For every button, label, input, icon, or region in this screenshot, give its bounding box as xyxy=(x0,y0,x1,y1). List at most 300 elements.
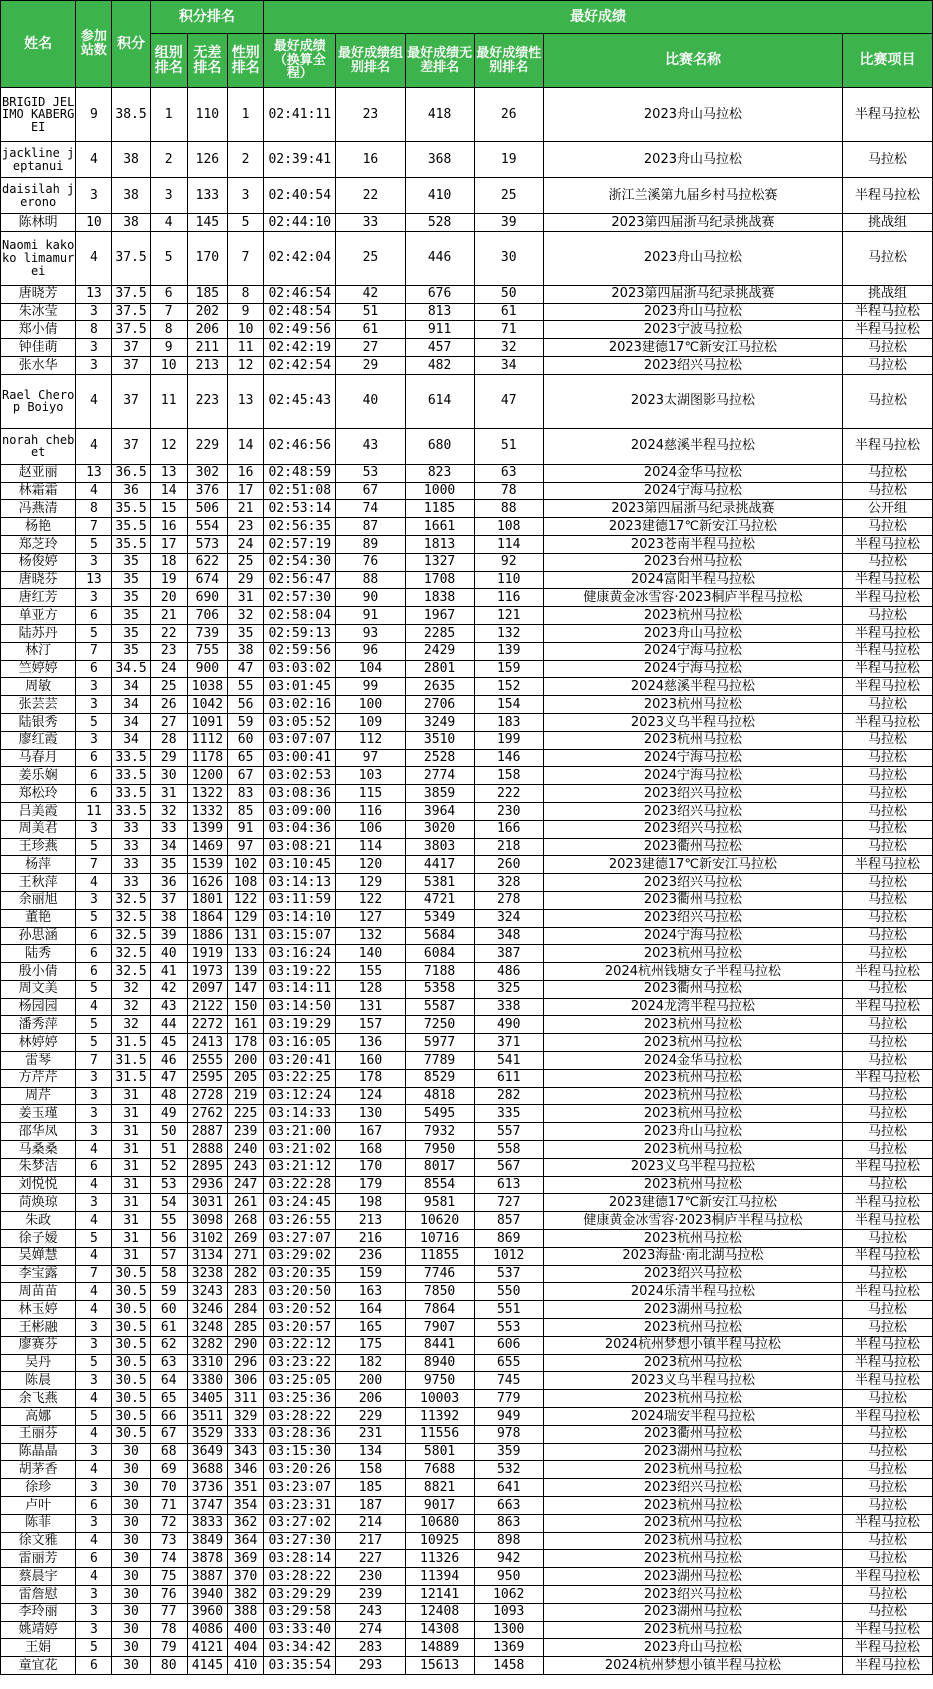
cell-best-rank-gender: 558 xyxy=(474,1141,543,1159)
cell-event: 半程马拉松 xyxy=(843,1336,933,1354)
cell-points: 33.5 xyxy=(112,802,150,820)
cell-event: 马拉松 xyxy=(843,339,933,357)
cell-stations: 13 xyxy=(76,285,112,303)
cell-rank-group: 43 xyxy=(150,998,187,1016)
cell-points: 31 xyxy=(112,1141,150,1159)
cell-best-rank-group: 236 xyxy=(336,1247,405,1265)
cell-best-time: 03:15:30 xyxy=(264,1443,336,1461)
cell-best-rank-overall: 8554 xyxy=(405,1176,474,1194)
cell-best-rank-overall: 5349 xyxy=(405,909,474,927)
cell-best-rank-overall: 7746 xyxy=(405,1265,474,1283)
cell-best-time: 02:53:14 xyxy=(264,500,336,518)
cell-best-time: 03:21:02 xyxy=(264,1141,336,1159)
cell-race-name: 2023杭州马拉松 xyxy=(543,1461,842,1479)
cell-rank-group: 45 xyxy=(150,1034,187,1052)
header-rank-overall: 无差排名 xyxy=(187,34,227,88)
cell-best-rank-overall: 2528 xyxy=(405,749,474,767)
table-row xyxy=(1,1123,933,1141)
cell-best-rank-group: 198 xyxy=(336,1194,405,1212)
cell-best-rank-gender: 114 xyxy=(474,535,543,553)
table-row xyxy=(1,642,933,660)
cell-race-name: 2023绍兴马拉松 xyxy=(543,909,842,927)
cell-event: 马拉松 xyxy=(843,1497,933,1515)
cell-best-time: 03:05:52 xyxy=(264,713,336,731)
cell-best-rank-gender: 32 xyxy=(474,339,543,357)
cell-stations: 4 xyxy=(76,1247,112,1265)
cell-best-rank-gender: 34 xyxy=(474,356,543,374)
cell-rank-overall: 3098 xyxy=(187,1212,227,1230)
cell-rank-gender: 261 xyxy=(228,1194,264,1212)
cell-rank-group: 25 xyxy=(150,678,187,696)
cell-race-name: 2023杭州马拉松 xyxy=(543,1497,842,1515)
header-best-group: 最好成绩 xyxy=(264,1,933,34)
cell-name: 王丽芬 xyxy=(1,1425,76,1443)
cell-name: BRIGID JELIMO KABERGEI xyxy=(1,88,76,142)
cell-stations: 3 xyxy=(76,1603,112,1621)
cell-best-rank-group: 122 xyxy=(336,891,405,909)
cell-best-rank-overall: 9750 xyxy=(405,1372,474,1390)
cell-name: 马桑桑 xyxy=(1,1141,76,1159)
cell-rank-overall: 302 xyxy=(187,464,227,482)
cell-name: 唐晓芳 xyxy=(1,285,76,303)
cell-best-rank-overall: 1000 xyxy=(405,482,474,500)
cell-rank-group: 80 xyxy=(150,1657,187,1675)
cell-best-rank-gender: 1093 xyxy=(474,1603,543,1621)
cell-best-rank-overall: 2774 xyxy=(405,767,474,785)
cell-event: 马拉松 xyxy=(843,909,933,927)
cell-rank-overall: 3243 xyxy=(187,1283,227,1301)
cell-race-name: 2023绍兴马拉松 xyxy=(543,785,842,803)
cell-stations: 3 xyxy=(76,589,112,607)
cell-name: 杨萍 xyxy=(1,856,76,874)
cell-event: 半程马拉松 xyxy=(843,88,933,142)
cell-rank-group: 9 xyxy=(150,339,187,357)
cell-best-rank-overall: 3964 xyxy=(405,802,474,820)
cell-rank-gender: 410 xyxy=(228,1657,264,1675)
cell-best-rank-overall: 1838 xyxy=(405,589,474,607)
cell-best-rank-group: 106 xyxy=(336,820,405,838)
cell-points: 38 xyxy=(112,178,150,214)
cell-best-rank-gender: 166 xyxy=(474,820,543,838)
cell-best-time: 03:22:25 xyxy=(264,1069,336,1087)
cell-event: 半程马拉松 xyxy=(843,178,933,214)
cell-best-time: 03:29:29 xyxy=(264,1585,336,1603)
cell-race-name: 2023湖州马拉松 xyxy=(543,1301,842,1319)
cell-rank-overall: 3878 xyxy=(187,1550,227,1568)
cell-event: 半程马拉松 xyxy=(843,678,933,696)
header-ranking-group: 积分排名 xyxy=(150,1,264,34)
cell-race-name: 2023湖州马拉松 xyxy=(543,1443,842,1461)
cell-best-rank-overall: 10925 xyxy=(405,1532,474,1550)
table-row xyxy=(1,1621,933,1639)
cell-event: 马拉松 xyxy=(843,1319,933,1337)
cell-name: 杨艳 xyxy=(1,518,76,536)
cell-name: 陈晶晶 xyxy=(1,1443,76,1461)
cell-best-rank-gender: 663 xyxy=(474,1497,543,1515)
cell-best-time: 03:19:22 xyxy=(264,963,336,981)
cell-best-rank-group: 91 xyxy=(336,607,405,625)
cell-rank-group: 56 xyxy=(150,1230,187,1248)
table-row xyxy=(1,142,933,178)
cell-rank-overall: 3960 xyxy=(187,1603,227,1621)
table-row xyxy=(1,874,933,892)
cell-rank-gender: 5 xyxy=(228,214,264,232)
cell-points: 37.5 xyxy=(112,231,150,285)
cell-best-rank-overall: 12408 xyxy=(405,1603,474,1621)
table-row xyxy=(1,1372,933,1390)
cell-best-rank-group: 134 xyxy=(336,1443,405,1461)
cell-best-time: 03:04:36 xyxy=(264,820,336,838)
cell-stations: 3 xyxy=(76,1514,112,1532)
cell-rank-group: 36 xyxy=(150,874,187,892)
cell-rank-overall: 2728 xyxy=(187,1087,227,1105)
cell-rank-gender: 1 xyxy=(228,88,264,142)
table-row xyxy=(1,1408,933,1426)
cell-stations: 5 xyxy=(76,713,112,731)
cell-best-time: 03:15:07 xyxy=(264,927,336,945)
cell-name: 王秋萍 xyxy=(1,874,76,892)
cell-points: 30 xyxy=(112,1443,150,1461)
cell-best-rank-gender: 551 xyxy=(474,1301,543,1319)
cell-points: 37.5 xyxy=(112,303,150,321)
cell-best-rank-gender: 63 xyxy=(474,464,543,482)
cell-race-name: 2023义乌半程马拉松 xyxy=(543,713,842,731)
cell-best-rank-group: 74 xyxy=(336,500,405,518)
cell-best-time: 03:09:00 xyxy=(264,802,336,820)
cell-best-time: 03:26:55 xyxy=(264,1212,336,1230)
cell-best-rank-group: 213 xyxy=(336,1212,405,1230)
cell-rank-gender: 60 xyxy=(228,731,264,749)
cell-best-time: 03:20:57 xyxy=(264,1319,336,1337)
cell-rank-group: 75 xyxy=(150,1568,187,1586)
cell-stations: 3 xyxy=(76,1372,112,1390)
cell-rank-group: 26 xyxy=(150,696,187,714)
cell-rank-group: 58 xyxy=(150,1265,187,1283)
cell-stations: 3 xyxy=(76,303,112,321)
cell-rank-group: 5 xyxy=(150,231,187,285)
cell-name: 冯燕清 xyxy=(1,500,76,518)
cell-rank-gender: 346 xyxy=(228,1461,264,1479)
cell-best-rank-gender: 222 xyxy=(474,785,543,803)
cell-name: 马春月 xyxy=(1,749,76,767)
cell-best-time: 03:02:16 xyxy=(264,696,336,714)
cell-best-rank-gender: 325 xyxy=(474,980,543,998)
cell-best-rank-group: 109 xyxy=(336,713,405,731)
cell-best-rank-gender: 745 xyxy=(474,1372,543,1390)
cell-stations: 4 xyxy=(76,998,112,1016)
cell-points: 31 xyxy=(112,1212,150,1230)
cell-best-rank-overall: 614 xyxy=(405,374,474,428)
cell-rank-gender: 150 xyxy=(228,998,264,1016)
cell-event: 马拉松 xyxy=(843,1603,933,1621)
cell-rank-gender: 102 xyxy=(228,856,264,874)
cell-rank-group: 72 xyxy=(150,1514,187,1532)
cell-name: 雷琴 xyxy=(1,1052,76,1070)
cell-best-rank-gender: 282 xyxy=(474,1087,543,1105)
cell-best-time: 02:58:04 xyxy=(264,607,336,625)
cell-stations: 6 xyxy=(76,785,112,803)
cell-best-rank-group: 168 xyxy=(336,1141,405,1159)
cell-rank-overall: 213 xyxy=(187,356,227,374)
cell-best-rank-overall: 823 xyxy=(405,464,474,482)
cell-rank-overall: 2097 xyxy=(187,980,227,998)
cell-stations: 4 xyxy=(76,428,112,464)
cell-best-rank-gender: 26 xyxy=(474,88,543,142)
cell-stations: 5 xyxy=(76,1230,112,1248)
header-best-rank-group: 最好成绩组别排名 xyxy=(336,34,405,88)
cell-rank-group: 51 xyxy=(150,1141,187,1159)
cell-event: 马拉松 xyxy=(843,749,933,767)
cell-best-rank-gender: 857 xyxy=(474,1212,543,1230)
cell-event: 马拉松 xyxy=(843,1425,933,1443)
cell-rank-overall: 2762 xyxy=(187,1105,227,1123)
cell-name: 钟佳萌 xyxy=(1,339,76,357)
cell-race-name: 2023海盐·南北湖马拉松 xyxy=(543,1247,842,1265)
cell-rank-gender: 282 xyxy=(228,1265,264,1283)
cell-best-time: 02:41:11 xyxy=(264,88,336,142)
cell-rank-group: 4 xyxy=(150,214,187,232)
cell-rank-gender: 271 xyxy=(228,1247,264,1265)
cell-best-time: 03:01:45 xyxy=(264,678,336,696)
cell-points: 30 xyxy=(112,1514,150,1532)
cell-name: 朱梦洁 xyxy=(1,1158,76,1176)
cell-points: 30 xyxy=(112,1603,150,1621)
cell-race-name: 2024杭州梦想小镇半程马拉松 xyxy=(543,1657,842,1675)
cell-best-time: 03:14:50 xyxy=(264,998,336,1016)
cell-rank-group: 64 xyxy=(150,1372,187,1390)
cell-best-rank-gender: 324 xyxy=(474,909,543,927)
table-row xyxy=(1,891,933,909)
cell-best-time: 02:57:30 xyxy=(264,589,336,607)
cell-name: 朱政 xyxy=(1,1212,76,1230)
cell-race-name: 2024金华马拉松 xyxy=(543,1052,842,1070)
cell-rank-group: 35 xyxy=(150,856,187,874)
cell-best-rank-gender: 47 xyxy=(474,374,543,428)
cell-name: 杨园园 xyxy=(1,998,76,1016)
cell-name: 陈菲 xyxy=(1,1514,76,1532)
cell-name: 吕美霞 xyxy=(1,802,76,820)
table-row xyxy=(1,535,933,553)
cell-best-time: 03:27:02 xyxy=(264,1514,336,1532)
cell-best-rank-overall: 8821 xyxy=(405,1479,474,1497)
cell-best-rank-overall: 7789 xyxy=(405,1052,474,1070)
cell-race-name: 2023宁波马拉松 xyxy=(543,321,842,339)
cell-best-rank-gender: 490 xyxy=(474,1016,543,1034)
cell-rank-gender: 161 xyxy=(228,1016,264,1034)
cell-event: 半程马拉松 xyxy=(843,589,933,607)
cell-race-name: 2024宁海马拉松 xyxy=(543,482,842,500)
cell-stations: 4 xyxy=(76,482,112,500)
cell-race-name: 2024宁海马拉松 xyxy=(543,660,842,678)
cell-name: 周苗苗 xyxy=(1,1283,76,1301)
header-best-rank-overall: 最好成绩无差排名 xyxy=(405,34,474,88)
cell-rank-gender: 25 xyxy=(228,553,264,571)
cell-stations: 5 xyxy=(76,1408,112,1426)
cell-points: 32.5 xyxy=(112,909,150,927)
cell-best-rank-overall: 5381 xyxy=(405,874,474,892)
cell-points: 38.5 xyxy=(112,88,150,142)
cell-event: 马拉松 xyxy=(843,356,933,374)
cell-points: 35 xyxy=(112,589,150,607)
cell-stations: 5 xyxy=(76,838,112,856)
cell-rank-gender: 83 xyxy=(228,785,264,803)
cell-name: 唐红芳 xyxy=(1,589,76,607)
cell-rank-group: 23 xyxy=(150,642,187,660)
cell-best-rank-overall: 5587 xyxy=(405,998,474,1016)
cell-stations: 6 xyxy=(76,927,112,945)
table-row xyxy=(1,945,933,963)
table-row xyxy=(1,856,933,874)
cell-best-rank-gender: 183 xyxy=(474,713,543,731)
cell-stations: 3 xyxy=(76,553,112,571)
cell-best-rank-overall: 11394 xyxy=(405,1568,474,1586)
cell-rank-overall: 674 xyxy=(187,571,227,589)
cell-race-name: 2023杭州马拉松 xyxy=(543,1319,842,1337)
cell-stations: 10 xyxy=(76,214,112,232)
cell-rank-group: 32 xyxy=(150,802,187,820)
cell-name: 姚靖婷 xyxy=(1,1621,76,1639)
cell-name: norah chebet xyxy=(1,428,76,464)
cell-stations: 5 xyxy=(76,1354,112,1372)
cell-best-time: 02:45:43 xyxy=(264,374,336,428)
cell-event: 马拉松 xyxy=(843,1532,933,1550)
cell-best-time: 03:20:50 xyxy=(264,1283,336,1301)
cell-rank-gender: 296 xyxy=(228,1354,264,1372)
table-row xyxy=(1,785,933,803)
cell-rank-gender: 370 xyxy=(228,1568,264,1586)
cell-points: 34.5 xyxy=(112,660,150,678)
cell-points: 31 xyxy=(112,1247,150,1265)
cell-best-time: 03:28:22 xyxy=(264,1568,336,1586)
table-row xyxy=(1,1354,933,1372)
cell-rank-overall: 1886 xyxy=(187,927,227,945)
cell-race-name: 2023绍兴马拉松 xyxy=(543,1585,842,1603)
cell-best-rank-gender: 553 xyxy=(474,1319,543,1337)
cell-stations: 13 xyxy=(76,464,112,482)
cell-best-rank-gender: 942 xyxy=(474,1550,543,1568)
table-row xyxy=(1,1532,933,1550)
cell-rank-group: 3 xyxy=(150,178,187,214)
cell-best-time: 02:42:19 xyxy=(264,339,336,357)
cell-rank-gender: 382 xyxy=(228,1585,264,1603)
cell-best-time: 02:54:30 xyxy=(264,553,336,571)
cell-rank-overall: 573 xyxy=(187,535,227,553)
cell-best-rank-overall: 5358 xyxy=(405,980,474,998)
cell-best-rank-gender: 158 xyxy=(474,767,543,785)
cell-stations: 4 xyxy=(76,874,112,892)
table-row xyxy=(1,767,933,785)
cell-race-name: 2023杭州马拉松 xyxy=(543,1069,842,1087)
cell-race-name: 2024慈溪半程马拉松 xyxy=(543,678,842,696)
cell-name: 高娜 xyxy=(1,1408,76,1426)
cell-best-time: 03:08:21 xyxy=(264,838,336,856)
cell-points: 34 xyxy=(112,713,150,731)
cell-stations: 3 xyxy=(76,731,112,749)
cell-best-rank-gender: 1062 xyxy=(474,1585,543,1603)
cell-race-name: 2024乐清半程马拉松 xyxy=(543,1283,842,1301)
table-row xyxy=(1,1657,933,1675)
table-row xyxy=(1,1301,933,1319)
cell-best-rank-gender: 88 xyxy=(474,500,543,518)
cell-name: Rael Cherop Boiyo xyxy=(1,374,76,428)
table-row xyxy=(1,624,933,642)
cell-race-name: 2023舟山马拉松 xyxy=(543,1123,842,1141)
table-row xyxy=(1,1603,933,1621)
cell-points: 35 xyxy=(112,642,150,660)
cell-best-rank-overall: 7688 xyxy=(405,1461,474,1479)
cell-best-rank-group: 178 xyxy=(336,1069,405,1087)
cell-rank-overall: 2887 xyxy=(187,1123,227,1141)
cell-best-rank-overall: 10680 xyxy=(405,1514,474,1532)
cell-race-name: 2023舟山马拉松 xyxy=(543,231,842,285)
cell-best-rank-overall: 7950 xyxy=(405,1141,474,1159)
cell-race-name: 2024杭州钱塘女子半程马拉松 xyxy=(543,963,842,981)
cell-rank-overall: 3511 xyxy=(187,1408,227,1426)
header-best-time: 最好成绩（换算全程） xyxy=(264,34,336,88)
table-row xyxy=(1,909,933,927)
cell-best-rank-overall: 8017 xyxy=(405,1158,474,1176)
cell-best-rank-overall: 7907 xyxy=(405,1319,474,1337)
table-row xyxy=(1,214,933,232)
cell-points: 31.5 xyxy=(112,1052,150,1070)
cell-best-rank-group: 182 xyxy=(336,1354,405,1372)
cell-best-rank-overall: 9581 xyxy=(405,1194,474,1212)
cell-name: 胡茅香 xyxy=(1,1461,76,1479)
cell-event: 马拉松 xyxy=(843,374,933,428)
cell-best-rank-overall: 2285 xyxy=(405,624,474,642)
cell-best-rank-group: 88 xyxy=(336,571,405,589)
cell-rank-gender: 67 xyxy=(228,767,264,785)
cell-best-rank-gender: 230 xyxy=(474,802,543,820)
cell-points: 31 xyxy=(112,1230,150,1248)
cell-stations: 7 xyxy=(76,1052,112,1070)
cell-race-name: 2023杭州马拉松 xyxy=(543,1105,842,1123)
cell-points: 38 xyxy=(112,214,150,232)
cell-best-rank-group: 130 xyxy=(336,1105,405,1123)
cell-rank-group: 27 xyxy=(150,713,187,731)
cell-event: 马拉松 xyxy=(843,927,933,945)
cell-event: 马拉松 xyxy=(843,945,933,963)
cell-rank-overall: 202 xyxy=(187,303,227,321)
cell-rank-group: 19 xyxy=(150,571,187,589)
cell-rank-overall: 3849 xyxy=(187,1532,227,1550)
cell-event: 马拉松 xyxy=(843,1123,933,1141)
cell-rank-overall: 223 xyxy=(187,374,227,428)
table-row xyxy=(1,1283,933,1301)
cell-name: 张芸芸 xyxy=(1,696,76,714)
cell-best-time: 02:56:35 xyxy=(264,518,336,536)
cell-points: 37.5 xyxy=(112,321,150,339)
cell-race-name: 2023义乌半程马拉松 xyxy=(543,1372,842,1390)
cell-best-rank-group: 227 xyxy=(336,1550,405,1568)
cell-best-time: 03:23:31 xyxy=(264,1497,336,1515)
cell-name: 邵华凤 xyxy=(1,1123,76,1141)
cell-rank-gender: 240 xyxy=(228,1141,264,1159)
cell-rank-overall: 3310 xyxy=(187,1354,227,1372)
cell-race-name: 2023杭州马拉松 xyxy=(543,1390,842,1408)
cell-best-rank-gender: 1369 xyxy=(474,1639,543,1657)
cell-points: 31 xyxy=(112,1194,150,1212)
cell-best-time: 03:29:02 xyxy=(264,1247,336,1265)
cell-rank-gender: 200 xyxy=(228,1052,264,1070)
cell-rank-gender: 247 xyxy=(228,1176,264,1194)
cell-race-name: 2023绍兴马拉松 xyxy=(543,820,842,838)
cell-best-rank-group: 175 xyxy=(336,1336,405,1354)
cell-rank-group: 29 xyxy=(150,749,187,767)
cell-event: 马拉松 xyxy=(843,1479,933,1497)
cell-points: 31 xyxy=(112,1087,150,1105)
cell-points: 30 xyxy=(112,1568,150,1586)
